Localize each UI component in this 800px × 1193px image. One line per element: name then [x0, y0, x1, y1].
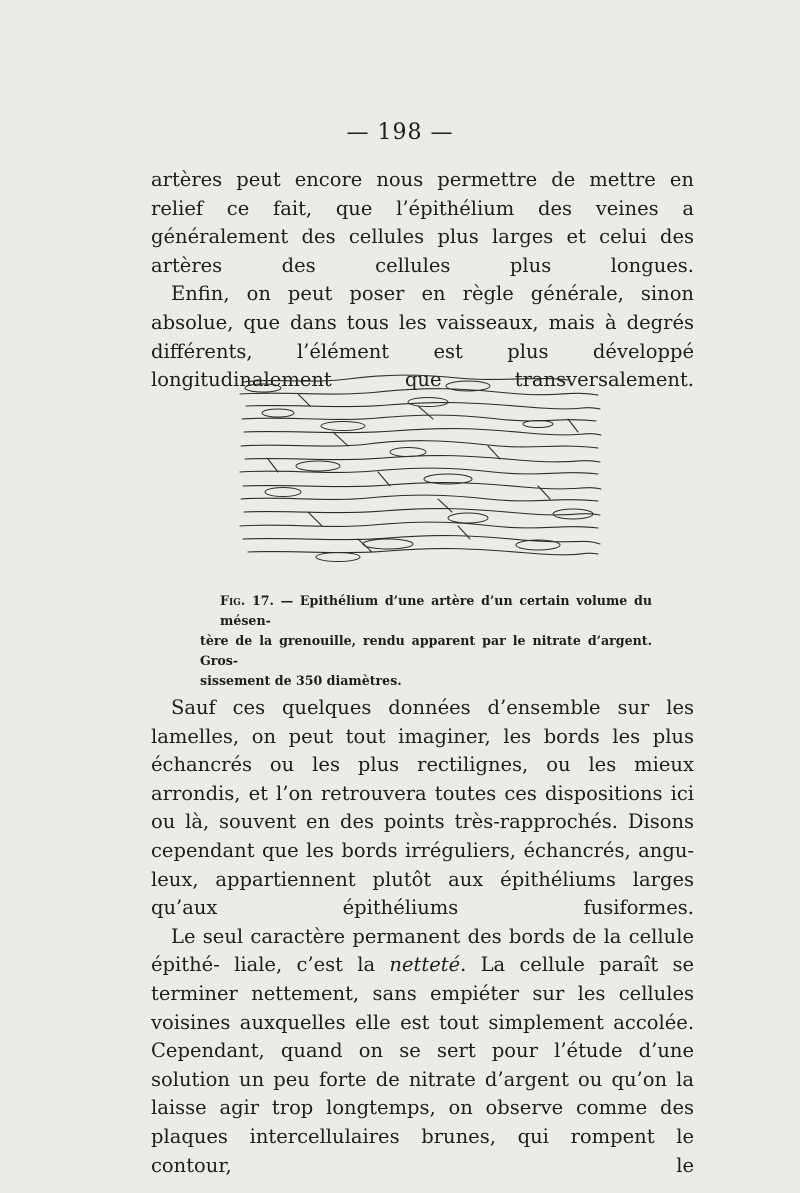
line: simplement accolée. Cependant, quand on se sert pour [151, 1010, 695, 1063]
line: épithéliums fusiformes. [342, 896, 694, 920]
line: plus larges et celui des artères des cellules plus longues. [151, 225, 694, 277]
figure-caption [200, 591, 652, 691]
line: dans tous les vaisseaux, mais à degrés différents, l’élément est [151, 310, 695, 363]
page-number: — 198 — [346, 120, 454, 145]
caption-text: — Epithélium d’une artère d’un certain volume du mésen- [220, 593, 652, 628]
figure-17 [238, 364, 603, 564]
line-prefix: liale, c’est la [234, 953, 390, 977]
epithelium-illustration-icon [238, 364, 603, 564]
line: que l’épithélium des veines a généralement des cellules [151, 196, 694, 249]
line: sans empiéter sur les cellules voisines auxquelles elle est tout [151, 981, 695, 1034]
line: l’étude d’une solution un peu forte de nitrate d’argent ou [151, 1039, 694, 1091]
italic-word: netteté [389, 953, 461, 977]
top-text-block [151, 166, 694, 395]
line: artères peut encore nous permettre de mettre en relief ce fait, [151, 168, 694, 220]
line: on peut tout imaginer, les bords les plus échancrés ou les plus [151, 724, 694, 777]
bottom-text-block [151, 694, 694, 1180]
caption-line: tère de la grenouille, rendu apparent par le nitrate d’argent. Gros- [200, 633, 652, 668]
line-suffix: . La cellule paraît se terminer nettement, [151, 953, 694, 1005]
line: Enfin, on peut poser en règle générale, sinon absolue, que [151, 282, 694, 334]
caption-line: sissement de 350 diamètres. [200, 673, 402, 688]
paragraph-4 [151, 923, 694, 1180]
line: qu’on la laisse agir trop longtemps, on observe comme des [151, 1067, 695, 1120]
line: Le seul caractère permanent des bords de la cellule épithé- [151, 924, 694, 977]
line: rectilignes, ou les mieux arrondis, et l’on retrouvera toutes ces [151, 753, 694, 805]
line: plaques intercellulaires brunes, qui rompent le contour, le [151, 1124, 694, 1177]
caption-label: Fig. 17. [220, 593, 274, 608]
line: leux, appartiennent plutôt aux épithéliums larges qu’aux [151, 867, 694, 920]
line: Disons cependant que les bords irréguliers, échancrés, angu- [151, 810, 695, 862]
line: plus développé longitudinalement que transversalement. [151, 339, 694, 392]
paragraph-3 [151, 694, 694, 923]
caption-line [200, 591, 652, 631]
line: Sauf ces quelques données d’ensemble sur les lamelles, [151, 696, 694, 748]
line: dispositions ici ou là, souvent en des points très-rapprochés. [151, 781, 695, 834]
paragraph-1 [151, 166, 694, 280]
